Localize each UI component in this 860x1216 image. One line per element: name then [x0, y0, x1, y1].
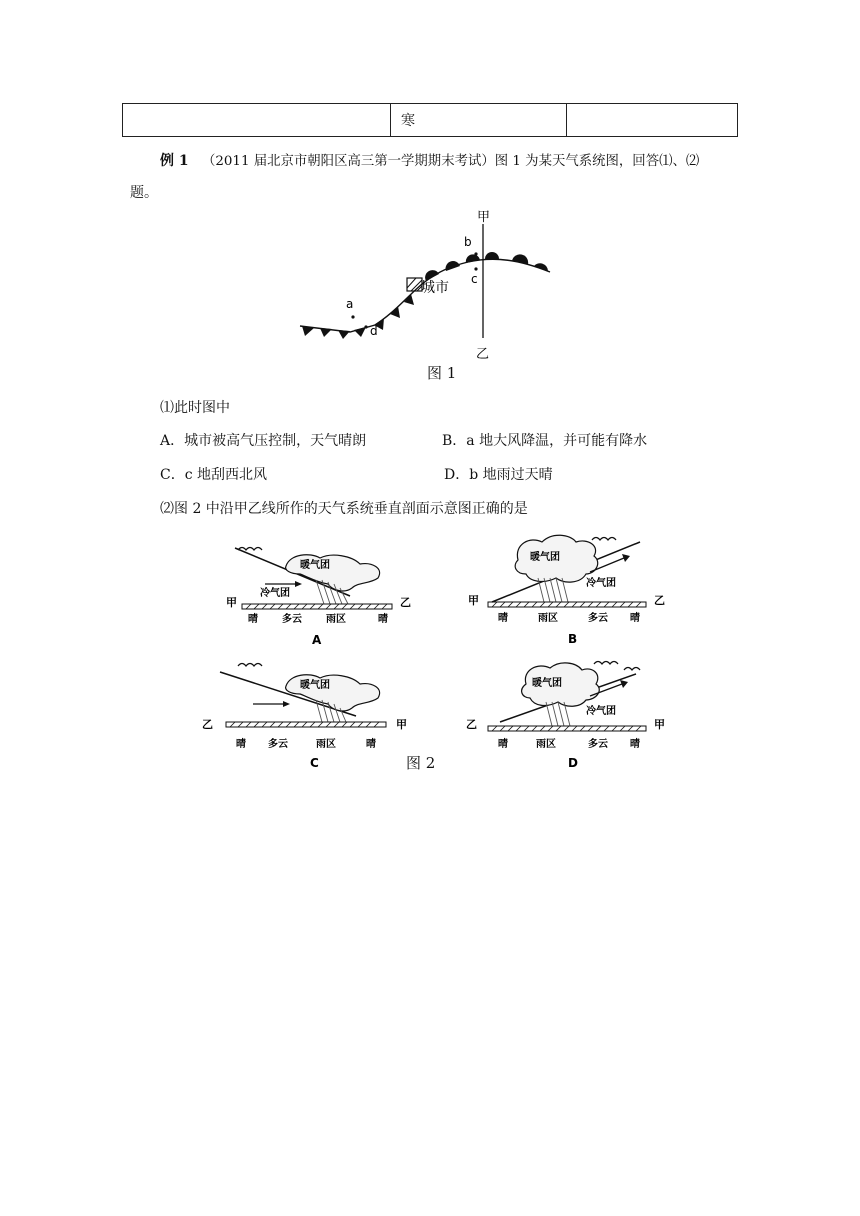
panel-c-left-end: 乙: [202, 718, 213, 731]
panel-c-ground-2: 多云: [268, 739, 288, 750]
panel-b[interactable]: [460, 530, 670, 652]
option-a[interactable]: A．城市被高气压控制，天气晴朗: [160, 433, 367, 449]
panel-a-ground-1: 晴: [248, 614, 258, 625]
panel-a-right-end: 乙: [400, 596, 411, 609]
panel-a-ground-2: 多云: [282, 614, 302, 625]
panel-a-left-end: 甲: [226, 596, 237, 609]
point-b-dot: [474, 252, 477, 255]
option-b[interactable]: B．a 地大风降温，并可能有降水: [442, 433, 648, 449]
table-cell-2: 寒: [391, 104, 567, 136]
table-cell-3: [567, 104, 737, 136]
panel-d-cold: 冷气团: [586, 706, 616, 717]
panel-d-left-end: 乙: [466, 718, 477, 731]
panel-b-ground-1: 晴: [498, 613, 508, 624]
panel-a-warm: 暖气团: [300, 560, 330, 571]
example-line2: 题。: [130, 185, 158, 201]
example-label: 例 1: [160, 153, 189, 169]
label-point-c: c: [471, 272, 478, 286]
table-cell-1: [123, 104, 391, 136]
question2-stem: ⑵图 2 中沿甲乙线所作的天气系统垂直剖面示意图正确的是: [160, 501, 528, 517]
warm-front-symbols: [425, 252, 548, 281]
cold-front-symbols: [302, 294, 414, 339]
panel-c-warm: 暖气团: [300, 680, 330, 691]
label-yi: 乙: [476, 347, 490, 360]
panel-a-ground-4: 晴: [378, 614, 388, 625]
figure1-caption: 图 1: [427, 364, 457, 382]
figure1-weather-map: [290, 200, 570, 360]
panel-b-warm: 暖气团: [530, 552, 560, 563]
label-jia: 甲: [477, 210, 491, 225]
example-line1: （2011 届北京市朝阳区高三第一学期期末考试）图 1 为某天气系统图，回答⑴、⑵: [202, 154, 700, 169]
panel-d-ground-1: 晴: [498, 739, 508, 750]
panel-b-ground-4: 晴: [630, 613, 640, 624]
panel-c-ground-4: 晴: [366, 739, 376, 750]
panel-b-letter: B: [568, 632, 578, 646]
option-c[interactable]: C．c 地刮西北风: [160, 467, 268, 483]
panel-a[interactable]: [220, 540, 420, 652]
panel-c-ground-1: 晴: [236, 739, 246, 750]
question1-stem: ⑴此时图中: [160, 400, 230, 416]
label-city: 城市: [421, 280, 449, 296]
panel-d-ground-3: 多云: [588, 739, 608, 750]
panel-d-ground-4: 晴: [630, 739, 640, 750]
panel-d-ground-2: 雨区: [536, 739, 556, 750]
panel-b-ground-3: 多云: [588, 613, 608, 624]
panel-b-right-end: 乙: [654, 594, 665, 607]
top-table: [122, 103, 738, 137]
label-point-d: d: [370, 324, 378, 338]
panel-a-ground-3: 雨区: [326, 614, 346, 625]
panel-b-ground-2: 雨区: [538, 613, 558, 624]
option-d[interactable]: D．b 地雨过天晴: [444, 467, 553, 483]
panel-c-ground-3: 雨区: [316, 739, 336, 750]
label-point-b: b: [464, 235, 472, 249]
panel-c-right-end: 甲: [396, 718, 407, 731]
panel-d-letter: D: [568, 756, 578, 768]
panel-c[interactable]: [198, 656, 428, 768]
point-a-dot: [351, 315, 354, 318]
panel-a-cold: 冷气团: [260, 588, 290, 599]
label-point-a: a: [346, 297, 354, 311]
panel-b-cold: 冷气团: [586, 578, 616, 589]
panel-c-letter: C: [310, 756, 319, 768]
panel-b-left-end: 甲: [468, 594, 479, 607]
point-d-dot: [364, 325, 367, 328]
panel-d[interactable]: [460, 656, 670, 768]
figure2-caption: 图 2: [406, 754, 436, 772]
panel-a-letter: A: [312, 633, 322, 647]
panel-d-right-end: 甲: [654, 718, 665, 731]
panel-d-warm: 暖气团: [532, 678, 562, 689]
point-c-dot: [474, 267, 477, 270]
